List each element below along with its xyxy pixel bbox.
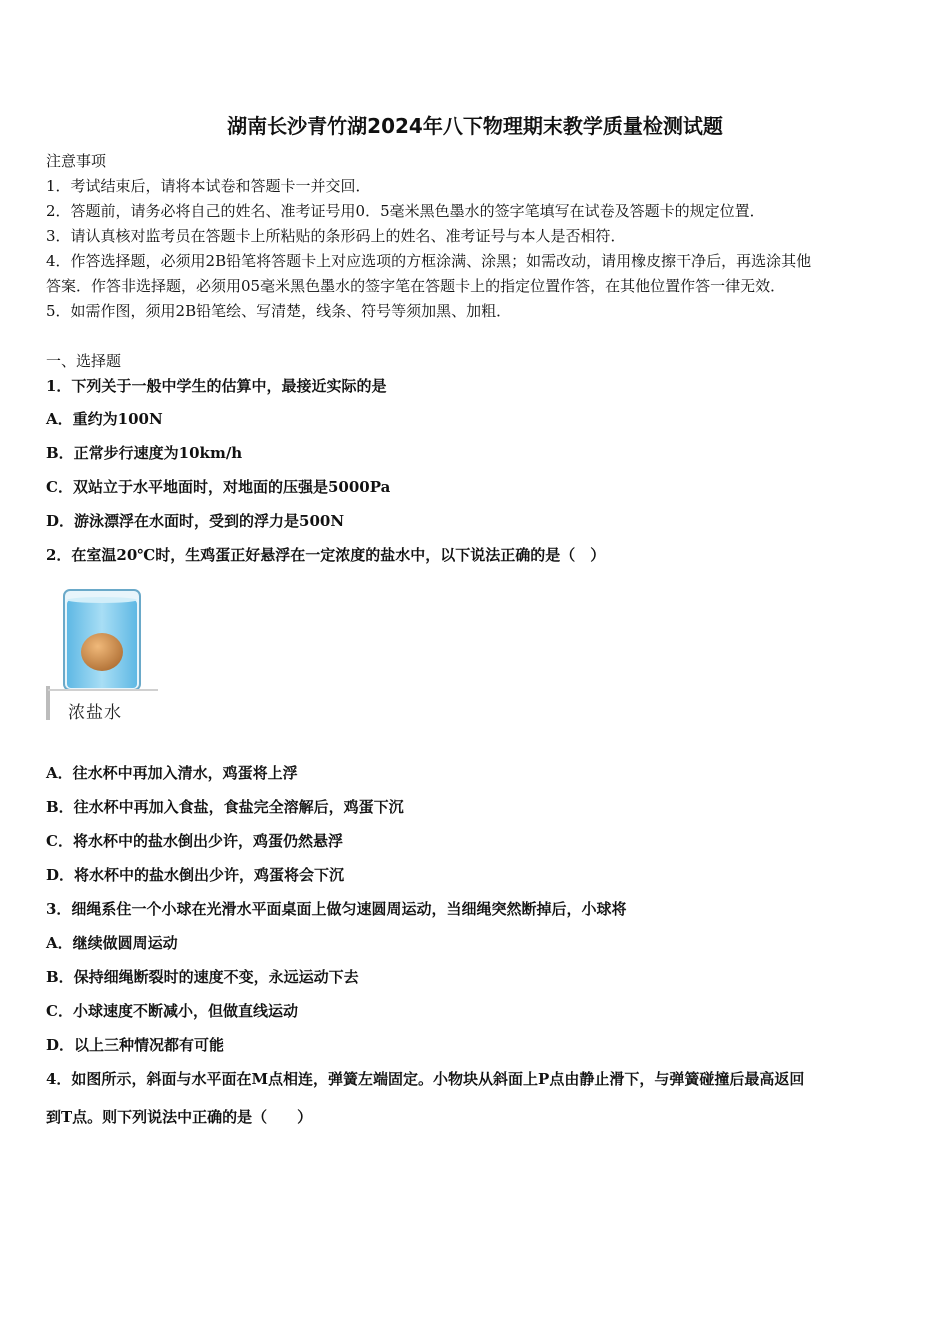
question-stem: 4．如图所示，斜面与水平面在M点相连，弹簧左端固定。小物块从斜面上P点由静止滑下，与弹簧碰撞后最高返回 (46, 1070, 805, 1088)
question-option: C．双站立于水平地面时，对地面的压强是5000Pa (46, 478, 391, 496)
question-option: B．往水杯中再加入食盐，食盐完全溶解后，鸡蛋下沉 (46, 798, 404, 816)
question-option: B．保持细绳断裂时的速度不变，永远运动下去 (46, 968, 359, 986)
question-option: C．将水杯中的盐水倒出少许，鸡蛋仍然悬浮 (46, 832, 343, 850)
question-option: A．往水杯中再加入清水，鸡蛋将上浮 (46, 764, 298, 782)
notice-item: 1．考试结束后，请将本试卷和答题卡一并交回． (46, 177, 371, 195)
question-option: C．小球速度不断减小，但做直线运动 (46, 1002, 298, 1020)
section-heading: 一、选择题 (46, 352, 122, 370)
question-option: D．游泳漂浮在水面时，受到的浮力是500N (46, 512, 345, 530)
question-stem: 2．在室温20℃时，生鸡蛋正好悬浮在一定浓度的盐水中，以下说法正确的是（ ） (46, 546, 606, 564)
figure-caption: 浓盐水 (68, 703, 122, 723)
notice-item: 2．答题前，请务必将自己的姓名、准考证号用0．5毫米黑色墨水的签字笔填写在试卷及答题卡的规定位置． (46, 202, 765, 220)
question-option: D．将水杯中的盐水倒出少许，鸡蛋将会下沉 (46, 866, 345, 884)
notice-item: 答案．作答非选择题，必须用05毫米黑色墨水的签字笔在答题卡上的指定位置作答，在其他位置作答一律无效． (46, 277, 786, 295)
notice-item: 5．如需作图，须用2B铅笔绘、写清楚，线条、符号等须加黑、加粗． (46, 302, 512, 320)
question-option: B．正常步行速度为10km/h (46, 444, 243, 462)
beaker-figure (46, 586, 160, 724)
question-stem: 1．下列关于一般中学生的估算中，最接近实际的是 (46, 377, 387, 395)
question-stem: 3．细绳系住一个小球在光滑水平面桌面上做匀速圆周运动，当细绳突然断掉后，小球将 (46, 900, 627, 918)
question-option: D．以上三种情况都有可能 (46, 1036, 225, 1054)
question-option: A．继续做圆周运动 (46, 934, 178, 952)
page-title: 湖南长沙青竹湖2024年八下物理期末教学质量检测试题 (227, 114, 723, 138)
question-option: A．重约为100N (46, 410, 163, 428)
notice-heading: 注意事项 (46, 152, 107, 170)
question-stem: 到T点。则下列说法中正确的是（ ） (46, 1108, 313, 1126)
notice-item: 4．作答选择题，必须用2B铅笔将答题卡上对应选项的方框涂满、涂黑；如需改动，请用橡皮擦干净后，再选涂其他 (46, 252, 812, 270)
notice-item: 3．请认真核对监考员在答题卡上所粘贴的条形码上的姓名、准考证号与本人是否相符． (46, 227, 626, 245)
